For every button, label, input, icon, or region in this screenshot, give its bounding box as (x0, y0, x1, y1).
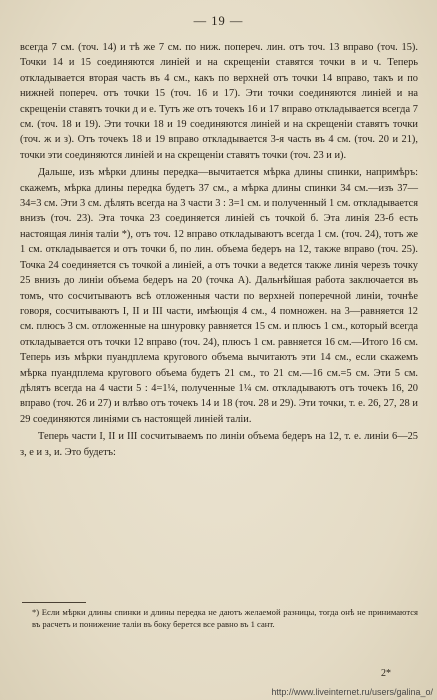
paragraph-3: Теперь части I, II и III сосчитываемъ по линіи объема бедеръ на 12, т. е. линіи 6—25 з, е и з, и. Это будетъ: (20, 431, 418, 458)
page-number: — 19 — (193, 14, 244, 28)
paragraph-2: Дальше, изъ мѣрки длины передка—вычитается мѣрка длины спинки, напримѣръ: скажемъ, мѣрка длины передка будетъ 37 см., а мѣрка длины спинки 34 см.—изъ 37—34=3 см. Эти 3 см. дѣлять всегда на 3 части 3 : 3=1 см. и полученный 1 см. откладывается внизъ (точ. 23). Эта точка 23 соединяется линіей съ точкой б. Эта линія 23-б есть настоящая линія таліи *), отъ точ. 12 вправо откладываютъ всегда 1 см. (точ. 24), тотъ же 1 см. откладывается и отъ точки б, по лин. объема бедеръ на 12, также вправо (точ. 25). Точка 24 соединяется съ точкой а линіей, а отъ точки а ведется также линія черезъ точку 25 внизъ до линіи объема бедеръ на 20 (точка А). Дальнѣйшая работа заключается въ томъ, что сосчитываютъ всѣ отложенныя части по верхней поперечной линіи, точнѣе говоря, сосчитываютъ I, II и III части, имѣющія 4 см., 4 помножен. на 3—равняется 12 см. плюсъ 3 см. отложенные на шнуровку равняется 15 см. и плюсъ 1 см., который всегда откладывается отъ точки 12 вправо (точ. 24), плюсъ 1 см. равняется 16 см.—Итого 16 см. Теперь изъ мѣрки пуандплема кругового объема вычитаютъ эти 14 см., если скажемъ мѣрка пуандплема кругового объема будетъ 21 см., то 21 см.—16 см.=5 см. Эти 5 см. дѣлятъ всегда на 4 части 5 : 4=1¼, полученные 1¼ см. откладываютъ отъ точекъ 16, 20 вправо (точ. 26 и 27) и влѣво отъ точекъ 14 и 18 (точ. 28 и 29). Эти точки, т. е. 26, 27, 28 и 29 соединяются линіями съ настоящей линіей таліи. (20, 167, 418, 425)
source-watermark: http://www.liveinternet.ru/users/galina_o/ (271, 687, 433, 697)
footnote: *) Если мѣрки длины спинки и длины передка не даютъ желаемой разницы, тогда онѣ не принимаются въ расчетъ и понижение таліи въ боку берется все равно въ 1 сант. (32, 607, 418, 629)
printer-signature-mark: 2* (381, 668, 391, 679)
page-body-text (20, 40, 418, 460)
paragraph-1: всегда 7 см. (точ. 14) и тѣ же 7 см. по ниж. попереч. лин. отъ точ. 13 вправо (точ. 15). Точки 14 и 15 соединяются линіей и на скрещеніи ставятся точки в и ч. Теперь откладывается вторая часть въ 4 см., какъ по верхней отъ точки 14 вправо, такъ и по нижней попереч. отъ точки 15 (точ. 16 и 17). Эти точки соединяются линіей и на скрещеніи ставятъ точки д и е. Тутъ же отъ точекъ 16 и 17 вправо откладывается всегда 7 см. (точ. 18 и 19). Эти точки 18 и 19 соединяются линіей и на скрещеніи ставятъ точки (точ. ж и з). Отъ точекъ 18 и 19 вправо откладывается 3-я часть въ 4 см. (точ. 20 и 21), точки эти соединяются линіей и на скрещеніи ставятъ точки (точ. 23 и и). (20, 42, 418, 161)
footnote-divider (22, 602, 86, 603)
